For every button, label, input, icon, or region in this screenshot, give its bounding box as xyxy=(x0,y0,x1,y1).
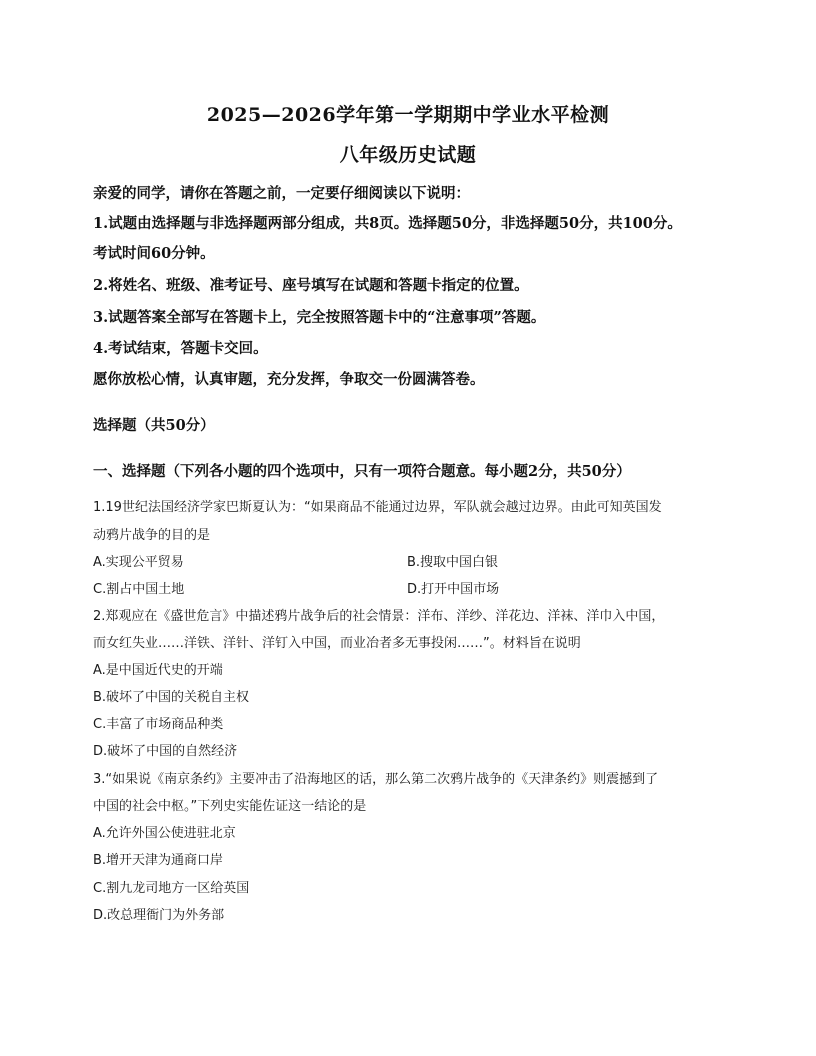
question-3-option-c: C.割九龙司地方一区给英国 xyxy=(93,881,250,896)
instruction-3: 3.试题答案全部写在答题卡上，完全按照答题卡中的“注意事项”答题。 xyxy=(93,309,546,326)
question-3-stem-line-2: 中国的社会中枢。”下列史实能佐证这一结论的是 xyxy=(93,799,367,814)
instruction-1-cont: 考试时间60分钟。 xyxy=(93,245,215,262)
question-2-option-d: D.破坏了中国的自然经济 xyxy=(93,744,238,759)
part-heading: 一、选择题（下列各小题的四个选项中，只有一项符合题意。每小题2分，共50分） xyxy=(93,463,631,480)
exam-title: 2025—2026学年第一学期期中学业水平检测 xyxy=(206,104,610,126)
question-1-option-b: B.搜取中国白银 xyxy=(407,555,499,570)
question-3-option-a: A.允许外国公使进驻北京 xyxy=(93,826,236,841)
instruction-1: 1.试题由选择题与非选择题两部分组成，共8页。选择题50分，非选择题50分，共100分。 xyxy=(93,215,682,232)
question-1-option-c: C.割占中国土地 xyxy=(93,582,185,597)
question-3-stem-line-1: 3.“如果说《南京条约》主要冲击了沿海地区的话，那么第二次鸦片战争的《天津条约》则震撼到了 xyxy=(93,772,659,787)
exam-subtitle: 八年级历史试题 xyxy=(339,144,477,166)
instruction-intro: 亲爱的同学，请你在答题之前，一定要仔细阅读以下说明： xyxy=(93,185,470,202)
question-2-option-c: C.丰富了市场商品种类 xyxy=(93,717,224,732)
instruction-2: 2.将姓名、班级、准考证号、座号填写在试题和答题卡指定的位置。 xyxy=(93,277,529,294)
question-2-option-b: B.破坏了中国的关税自主权 xyxy=(93,690,250,705)
question-1-option-a: A.实现公平贸易 xyxy=(93,555,184,570)
instruction-4: 4.考试结束，答题卡交回。 xyxy=(93,340,268,357)
section-heading: 选择题（共50分） xyxy=(93,417,215,434)
question-1-stem-line-1: 1.19世纪法国经济学家巴斯夏认为：“如果商品不能通过边界，军队就会越过边界。由此可知英国发 xyxy=(93,500,662,515)
question-2-stem-line-2: 而女红失业……洋铁、洋针、洋钉入中国，而业冶者多无事投闲……”。材料旨在说明 xyxy=(93,636,581,651)
instruction-closing: 愿你放松心情，认真审题，充分发挥，争取交一份圆满答卷。 xyxy=(93,371,485,388)
question-1-stem-line-2: 动鸦片战争的目的是 xyxy=(93,528,211,543)
question-2-stem-line-1: 2.郑观应在《盛世危言》中描述鸦片战争后的社会情景：洋布、洋纱、洋花边、洋袜、洋巾入中国， xyxy=(93,609,665,624)
question-3-option-b: B.增开天津为通商口岸 xyxy=(93,853,224,868)
question-2-option-a: A.是中国近代史的开端 xyxy=(93,663,223,678)
question-3-option-d: D.改总理衙门为外务部 xyxy=(93,908,225,923)
question-1-option-d: D.打开中国市场 xyxy=(407,582,500,597)
